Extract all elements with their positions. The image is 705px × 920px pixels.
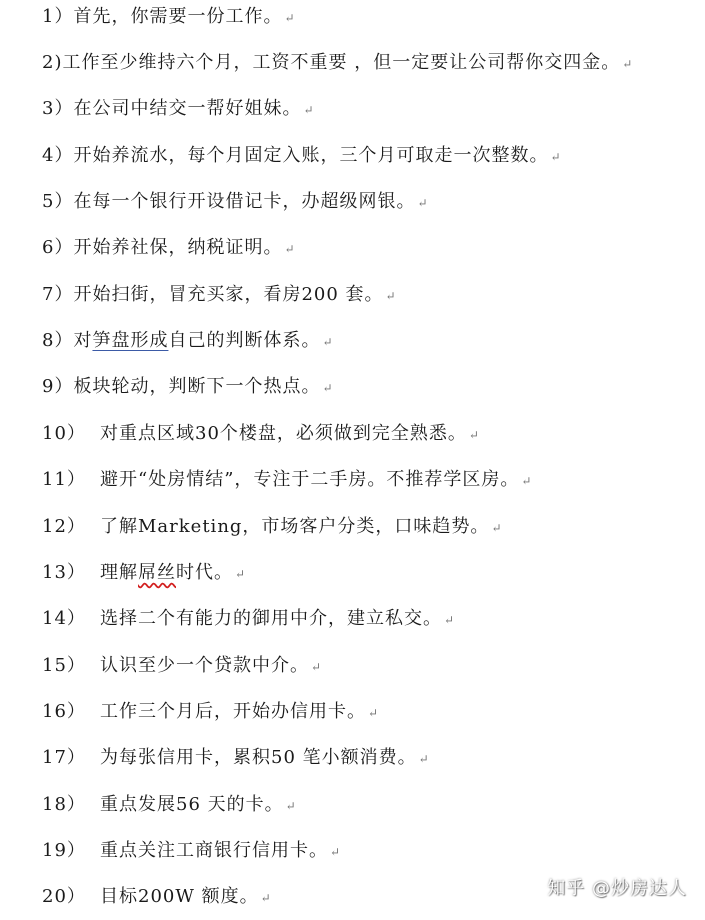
- paragraph-mark-icon: ↵: [260, 891, 271, 905]
- item-number: 13）: [42, 562, 86, 583]
- list-item: [42, 790, 296, 820]
- item-text-prefix: 对: [73, 330, 93, 351]
- item-number: 20）: [42, 886, 86, 907]
- list-item: [42, 48, 632, 78]
- list-item: [42, 651, 321, 681]
- paragraph-mark-icon: ↵: [330, 845, 341, 859]
- item-text-suffix: 时代。: [176, 562, 233, 583]
- item-text-prefix: 理解: [100, 562, 138, 583]
- item-text-suffix: 自己的判断体系。: [168, 330, 321, 351]
- list-item: [42, 697, 378, 727]
- list-item: [42, 280, 396, 310]
- list-item: [42, 187, 428, 217]
- spellcheck-flagged-term: 屌丝: [138, 562, 176, 583]
- item-text: 为每张信用卡，累积50 笔小额消费。: [100, 747, 417, 768]
- paragraph-mark-icon: ↵: [311, 660, 322, 674]
- item-number: 14）: [42, 608, 86, 629]
- list-item: [42, 512, 502, 542]
- paragraph-mark-icon: ↵: [303, 103, 314, 117]
- paragraph-mark-icon: ↵: [285, 799, 296, 813]
- item-text: 在每一个银行开设借记卡，办超级网银。: [73, 191, 416, 212]
- list-item: [42, 558, 245, 588]
- item-text: 对重点区域30个楼盘，必须做到完全熟悉。: [100, 423, 467, 444]
- item-number: 18）: [42, 794, 86, 815]
- paragraph-mark-icon: ↵: [491, 521, 502, 535]
- item-number: 7）: [42, 284, 74, 305]
- item-number: 16）: [42, 701, 86, 722]
- list-item: [42, 372, 333, 402]
- paragraph-mark-icon: ↵: [235, 567, 246, 581]
- item-text: 避开“处房情结”，专注于二手房。不推荐学区房。: [100, 469, 520, 490]
- item-text: 开始养流水，每个月固定入账，三个月可取走一次整数。: [73, 145, 549, 166]
- item-text: 重点发展56 天的卡。: [100, 794, 284, 815]
- list-item: [42, 94, 314, 124]
- item-text: 目标200W 额度。: [100, 886, 259, 907]
- list-item: [42, 326, 333, 356]
- list-item: [42, 882, 271, 912]
- paragraph-mark-icon: ↵: [550, 150, 561, 164]
- item-text: 了解Marketing，市场客户分类，口味趋势。: [100, 516, 490, 537]
- item-number: 4）: [42, 145, 74, 166]
- item-text: 板块轮动，判断下一个热点。: [73, 376, 321, 397]
- item-number: 3）: [42, 98, 74, 119]
- item-number: 5）: [42, 191, 74, 212]
- item-number: 6）: [42, 237, 74, 258]
- item-number: 11）: [42, 469, 86, 490]
- item-text: 首先，你需要一份工作。: [73, 6, 283, 27]
- item-number: 15）: [42, 655, 86, 676]
- paragraph-mark-icon: ↵: [368, 706, 379, 720]
- watermark: 知乎 @炒房达人: [547, 878, 687, 899]
- item-text: 认识至少一个贷款中介。: [100, 655, 309, 676]
- list-item: [42, 2, 295, 32]
- paragraph-mark-icon: ↵: [322, 381, 333, 395]
- item-number: 17）: [42, 747, 86, 768]
- underlined-term: 笋盘形成: [92, 330, 169, 351]
- item-number: 1）: [42, 6, 74, 27]
- paragraph-mark-icon: ↵: [444, 613, 455, 627]
- item-number: 2): [42, 52, 63, 73]
- paragraph-mark-icon: ↵: [385, 289, 396, 303]
- item-text: 选择二个有能力的御用中介，建立私交。: [100, 608, 442, 629]
- item-text: 开始养社保，纳税证明。: [73, 237, 283, 258]
- list-item: [42, 141, 561, 171]
- item-text: 工作三个月后，开始办信用卡。: [100, 701, 366, 722]
- list-item: [42, 604, 454, 634]
- item-number: 8）: [42, 330, 74, 351]
- paragraph-mark-icon: ↵: [284, 242, 295, 256]
- list-item: [42, 233, 295, 263]
- item-number: 10）: [42, 423, 86, 444]
- item-text: 工作至少维持六个月，工资不重要 ，但一定要让公司帮你交四金。: [62, 52, 621, 73]
- list-item: [42, 465, 531, 495]
- item-text: 开始扫街，冒充买家，看房200 套。: [73, 284, 384, 305]
- paragraph-mark-icon: ↵: [521, 474, 532, 488]
- paragraph-mark-icon: ↵: [284, 11, 295, 25]
- paragraph-mark-icon: ↵: [322, 335, 333, 349]
- item-number: 9）: [42, 376, 74, 397]
- list-item: [42, 419, 479, 449]
- item-text: 在公司中结交一帮好姐妹。: [73, 98, 302, 119]
- list-item: [42, 836, 340, 866]
- item-number: 12）: [42, 516, 86, 537]
- paragraph-mark-icon: ↵: [417, 196, 428, 210]
- item-number: 19）: [42, 840, 86, 861]
- list-item: [42, 743, 429, 773]
- paragraph-mark-icon: ↵: [468, 428, 479, 442]
- item-text: 重点关注工商银行信用卡。: [100, 840, 328, 861]
- paragraph-mark-icon: ↵: [418, 752, 429, 766]
- paragraph-mark-icon: ↵: [622, 57, 633, 71]
